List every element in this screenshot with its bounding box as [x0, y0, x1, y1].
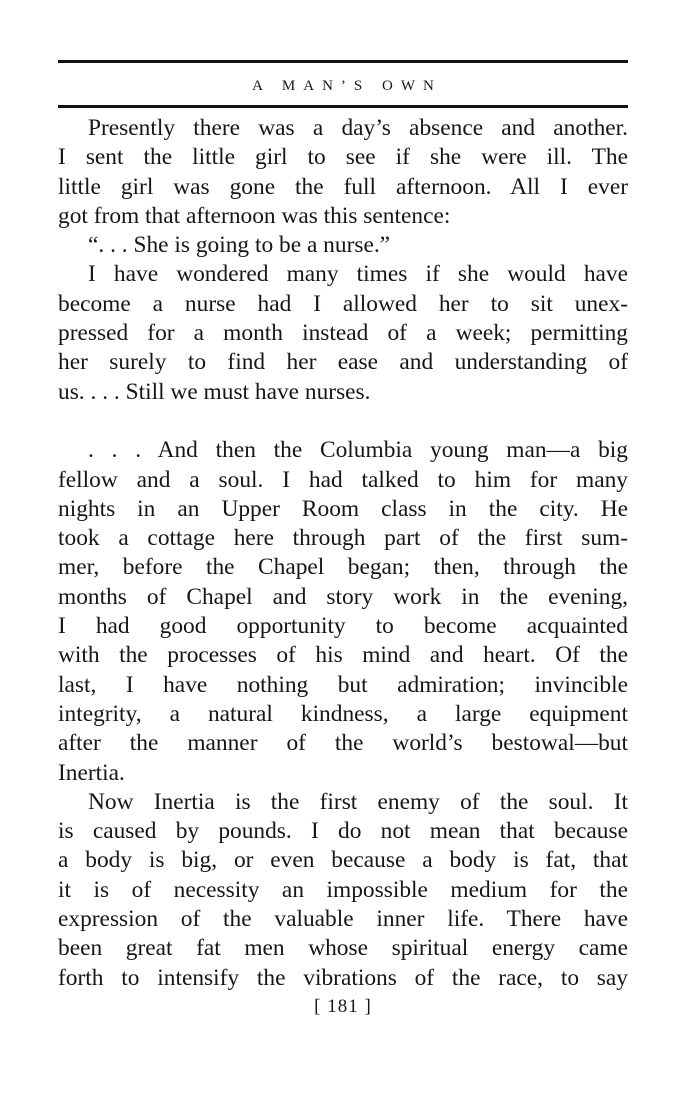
- text-line: . . . And then the Columbia young man—a big: [88, 437, 628, 464]
- text-line: Presently there was a day’s absence and another.: [88, 115, 628, 141]
- book-page: [58, 60, 628, 1019]
- text-line: little girl was gone the full afternoon. All I ever: [58, 173, 628, 200]
- text-line: got from that afternoon was this sentence:: [58, 202, 451, 229]
- text-line: Inertia.: [58, 759, 125, 786]
- running-head: A MAN’S OWN: [252, 78, 442, 94]
- text-line: her surely to find her ease and understanding of: [58, 349, 628, 376]
- header-rule-top: [58, 60, 628, 63]
- text-line: integrity, a natural kindness, a large equipment: [58, 700, 628, 727]
- page-number: [ 181 ]: [314, 995, 372, 1017]
- text-line: fellow and a soul. I had talked to him for many: [58, 466, 628, 493]
- text-line: with the processes of his mind and heart. Of the: [58, 642, 628, 669]
- text-line: last, I have nothing but admiration; invincible: [58, 671, 628, 698]
- text-line: I sent the little girl to see if she were ill. The: [58, 144, 628, 171]
- header-rule-bottom: [58, 105, 628, 108]
- text-line: become a nurse had I allowed her to sit unex-: [58, 290, 628, 317]
- body-text: [58, 114, 628, 993]
- text-line: after the manner of the world’s bestowal—but: [58, 730, 628, 757]
- text-line: a body is big, or even because a body is fat, that: [58, 847, 628, 874]
- text-line: took a cottage here through part of the first sum-: [58, 525, 628, 552]
- text-line: I have wondered many times if she would have: [88, 261, 628, 288]
- text-line: months of Chapel and story work in the evening,: [58, 583, 628, 610]
- text-line: it is of necessity an impossible medium for the: [58, 876, 628, 903]
- text-line: Now Inertia is the first enemy of the soul. It: [88, 788, 628, 815]
- text-line: mer, before the Chapel began; then, through the: [58, 554, 628, 581]
- text-line: been great fat men whose spiritual energy came: [58, 935, 628, 962]
- text-line: expression of the valuable inner life. There have: [58, 906, 628, 933]
- text-line: forth to intensify the vibrations of the race, to say: [58, 964, 628, 991]
- text-line: is caused by pounds. I do not mean that because: [58, 818, 628, 845]
- text-line: pressed for a month instead of a week; permitting: [58, 320, 628, 347]
- text-line: “. . . She is going to be a nurse.”: [88, 232, 391, 259]
- text-line: us. . . . Still we must have nurses.: [58, 378, 371, 405]
- text-line: I had good opportunity to become acquainted: [58, 613, 628, 640]
- section-gap: [58, 407, 628, 436]
- text-line: nights in an Upper Room class in the city. He: [58, 495, 628, 522]
